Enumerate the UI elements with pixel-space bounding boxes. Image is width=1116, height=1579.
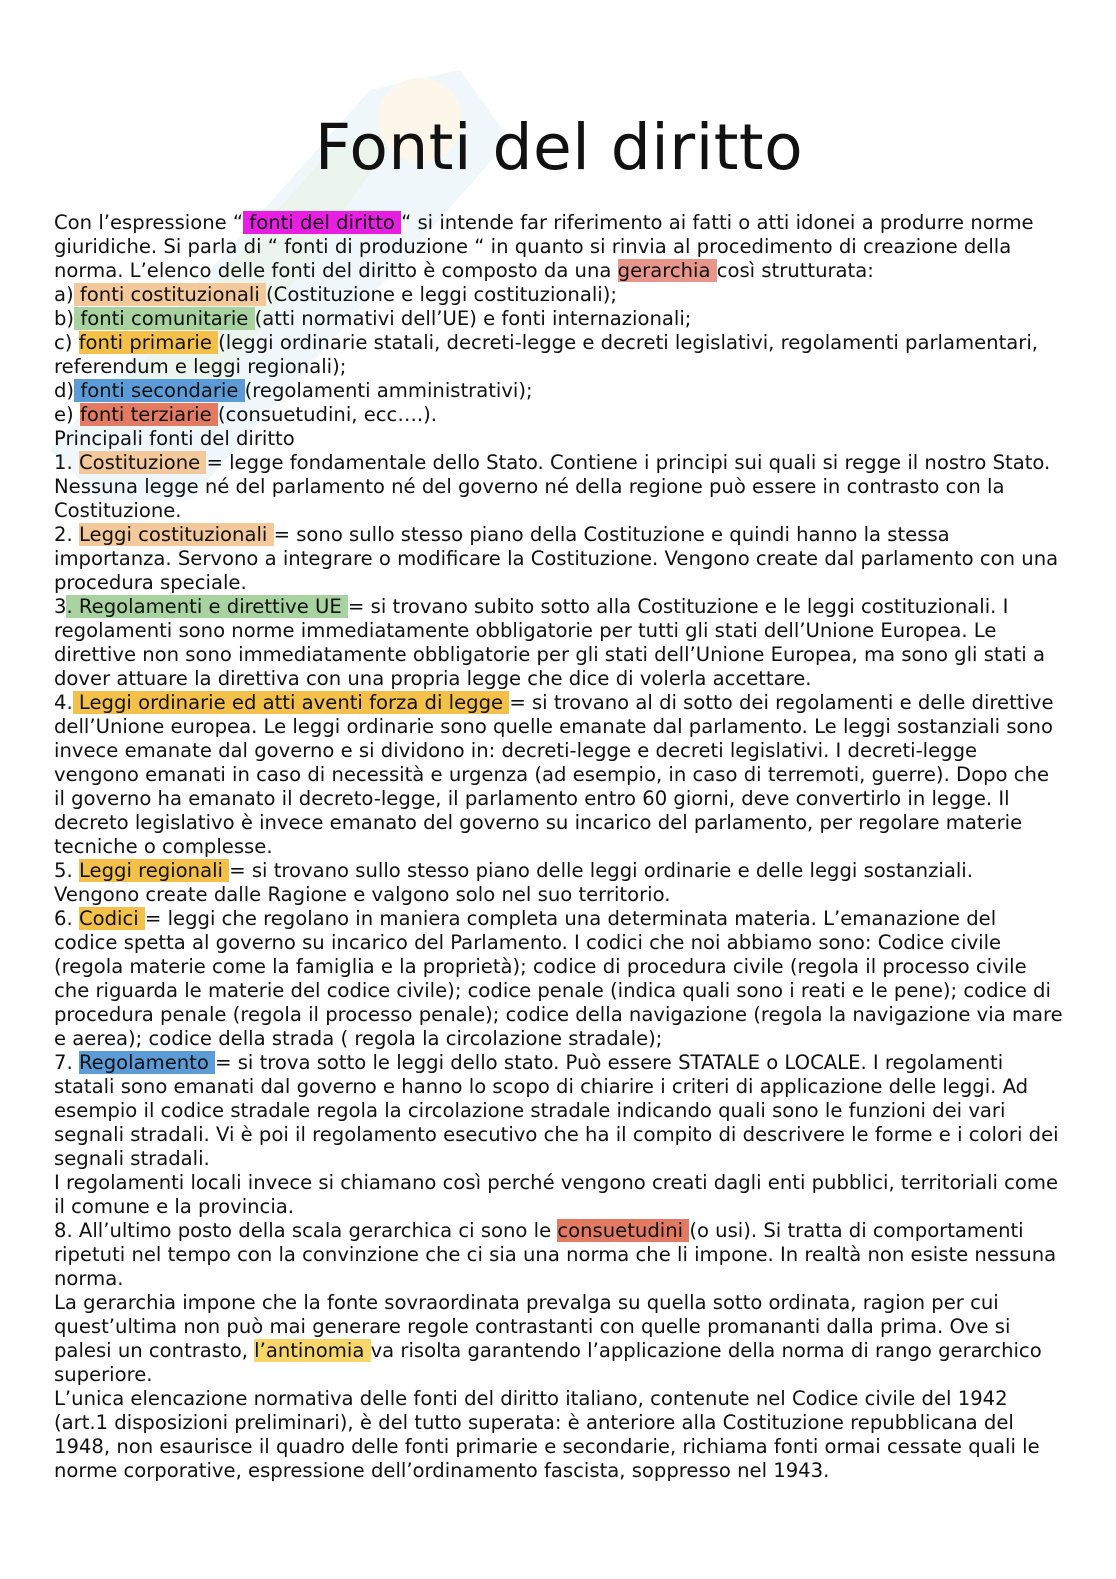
highlight-term: fonti secondarie — [74, 379, 245, 402]
list-item: e) fonti terziarie (consuetudini, ecc….). — [54, 403, 438, 426]
highlight-term: Costituzione — [78, 451, 207, 474]
numbered-item: 4. Leggi ordinarie ed atti aventi forza di legge = si trovano al di sotto dei regolamenti e delle direttive dell’Unione europea. Le leggi ordinarie sono quelle emanate dal parlamento. Le leggi sostanziali sono invece emanate dal governo e si dividono in: decreti-legge e decreti legislativi. I decreti-legge vengono emanati in caso di necessità e urgenza (ad esempio, in caso di terremoti, guerre). Dopo che il governo ha emanato il decreto-legge, il parlamento entro 60 giorni, deve convertirlo in legge. Il decreto legislativo è invece emanato del governo su incarico del parlamento, per regolare materie tecniche o complesse. — [54, 691, 1054, 858]
section-heading: Principali fonti del diritto — [54, 427, 295, 450]
highlight-term: consuetudini — [557, 1219, 690, 1242]
numbered-item: 1. Costituzione = legge fondamentale dello Stato. Contiene i principi sui quali si regge il nostro Stato. Nessuna legge né del parlamento né del governo né della regione può essere in contrasto con la Costituzione. — [54, 451, 1051, 522]
intro-paragraph: Con l’espressione “ fonti del diritto “ si intende far riferimento ai fatti o atti idonei a produrre norme giuridiche. Si parla di “ fonti di produzione “ in quanto si rinvia al procedimento di creazione della norma. L’elenco delle fonti del diritto è composto da una gerarchia così strutturata: — [54, 211, 1034, 282]
numbered-item: 7. Regolamento = si trova sotto le leggi dello stato. Può essere STATALE o LOCALE. I regolamenti statali sono emanati dal governo e hanno lo scopo di chiarire i criteri di applicazione delle leggi. Ad esempio il codice stradale regola la circolazione stradale indicando quali sono le funzioni dei vari segnali stradali. Vi è poi il regolamento esecutivo che ha il compito di descrivere le forme e i colori dei segnali stradali. — [54, 1051, 1059, 1170]
highlight-antinomia: l’antinomia — [254, 1339, 371, 1362]
numbered-item: 8. All’ultimo posto della scala gerarchica ci sono le consuetudini (o usi). Si tratta di comportamenti ripetuti nel tempo con la convinzione che ci sia una norma che li impone. In realtà non esiste nessuna norma. — [54, 1219, 1057, 1290]
highlight-term: fonti costituzionali — [73, 283, 266, 306]
document-body — [54, 204, 1064, 1483]
numbered-item: 2. Leggi costituzionali = sono sullo stesso piano della Costituzione e quindi hanno la stessa importanza. Servono a integrare o modificare la Costituzione. Vengono create dal parlamento con una procedura speciale. — [54, 523, 1059, 594]
list-item: b) fonti comunitarie (atti normativi dell’UE) e fonti internazionali; — [54, 307, 692, 330]
highlight-term: Regolamento — [78, 1051, 216, 1074]
paragraph-elencazione: L’unica elencazione normativa delle fonti del diritto italiano, contenute nel Codice civile del 1942 (art.1 disposizioni preliminari), è del tutto superata: è anteriore alla Costituzione repubblicana del 1948, non esaurisce il quadro delle fonti primarie e secondarie, richiama fonti ormai cessate quali le norme corporative, espressione dell’ordinamento fascista, soppresso nel 1943. — [54, 1387, 1040, 1482]
page-title: Fonti del diritto — [314, 111, 804, 184]
numbered-item: 5. Leggi regionali = si trovano sullo stesso piano delle leggi ordinarie e delle leggi sostanziali. Vengono create dalle Ragione e valgono solo nel suo territorio. — [54, 859, 973, 906]
paragraph-regolamenti-locali: I regolamenti locali invece si chiamano così perché vengono creati dagli enti pubblici, territoriali come il comune e la provincia. — [54, 1171, 1059, 1218]
list-item: c) fonti primarie (leggi ordinarie statali, decreti-legge e decreti legislativi, regolamenti parlamentari, referendum e leggi regionali); — [54, 331, 1038, 378]
paragraph-gerarchia: La gerarchia impone che la fonte sovraordinata prevalga su quella sotto ordinata, ragion per cui quest’ultima non può mai generare regole contrastanti con quelle promananti dalla prima. Ove si palesi un contrasto, l’antinomia va risolta garantendo l’applicazione della norma di rango gerarchico superiore. — [54, 1291, 1042, 1386]
numbered-item: 3. Regolamenti e direttive UE = si trovano subito sotto alla Costituzione e le leggi costituzionali. I regolamenti sono norme immediatamente obbligatorie per tutti gli stati dell’Unione Europea. Le direttive non sono immediatamente obbligatorie per gli stati dell’Unione Europea, ma sono gli stati a dover attuare la direttiva con una propria legge che dice di volerla accettare. — [54, 595, 1045, 690]
list-item: d) fonti secondarie (regolamenti amministrativi); — [54, 379, 533, 402]
highlight-term: fonti terziarie — [79, 403, 218, 426]
numbered-item: 6. Codici = leggi che regolano in maniera completa una determinata materia. L’emanazione del codice spetta al governo su incarico del Parlamento. I codici che noi abbiamo sono: Codice civile (regola materie come la famiglia e la proprietà); codice di procedura civile (regola il processo civile che riguarda le materie del codice civile); codice penale (indica quali sono i reati e le pene); codice di procedura penale (regola il processo penale); codice della navigazione (regola la navigazione via mare e aerea); codice della strada ( regola la circolazione stradale); — [54, 907, 1063, 1050]
highlight-term: Leggi regionali — [78, 859, 230, 882]
highlight-term: fonti primarie — [78, 331, 219, 354]
highlight-term: Leggi costituzionali — [78, 523, 274, 546]
highlight-term: fonti comunitarie — [74, 307, 255, 330]
highlight-fonti-del-diritto: fonti del diritto — [243, 211, 402, 234]
highlight-term: Leggi ordinarie ed atti aventi forza di legge — [72, 691, 510, 714]
highlight-term: . Regolamenti e direttive UE — [66, 595, 348, 618]
list-item: a) fonti costituzionali (Costituzione e leggi costituzionali); — [54, 283, 617, 306]
highlight-term: Codici — [78, 907, 145, 930]
document-page — [54, 0, 1064, 1483]
highlight-gerarchia: gerarchia — [617, 259, 717, 282]
